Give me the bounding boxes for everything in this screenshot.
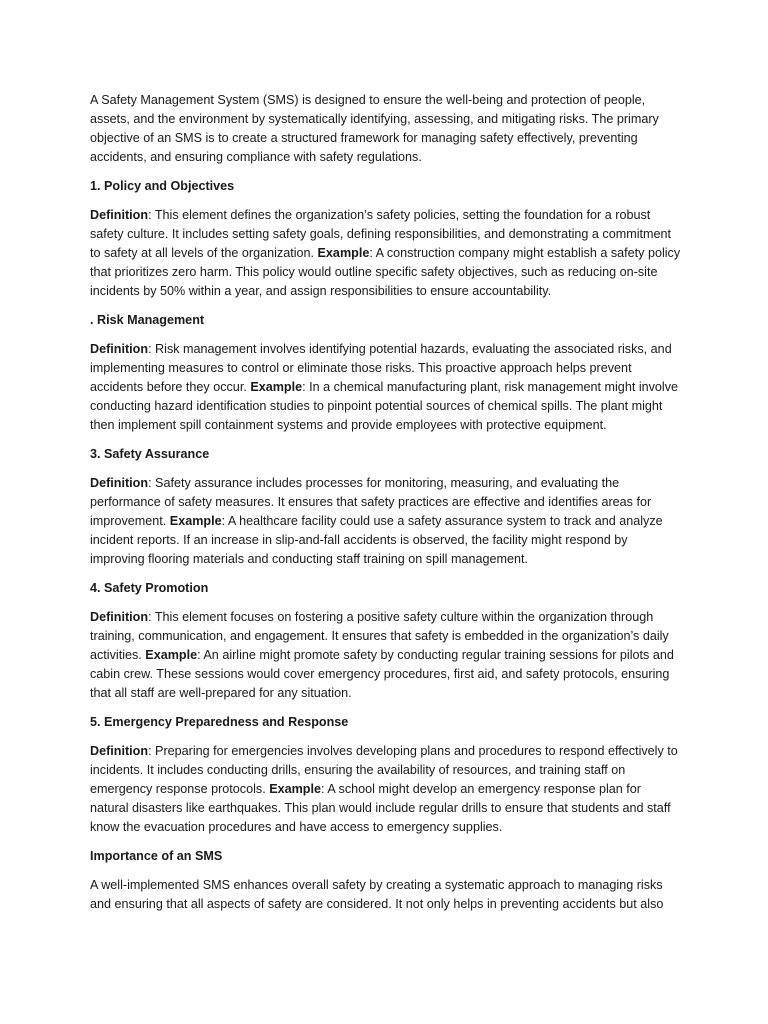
example-text: : A school might develop an emergency response plan for natural disasters like earthquakes. This plan would include regular drills to ensure that students and staff know the evacuation procedures and have access to emergency supplies. bbox=[90, 782, 671, 834]
definition-text: : Risk management involves identifying potential hazards, evaluating the associated risks, and implementing measures to control or eliminate those risks. This proactive approach helps prevent accidents before they occur. bbox=[90, 342, 672, 394]
example-text: : In a chemical manufacturing plant, risk management might involve conducting hazard identification studies to pinpoint potential sources of chemical spills. The plant might then implement spill containment systems and provide employees with protective equipment. bbox=[90, 380, 679, 432]
definition-label: Definition bbox=[90, 476, 149, 490]
section-heading-assurance: 3. Safety Assurance bbox=[90, 447, 210, 461]
definition-text: : This element defines the organization’s safety policies, setting the foundation for a robust safety culture. It includes setting safety goals, defining responsibilities, and demonstrating a commitment to safety at all levels of the organization. bbox=[90, 208, 672, 260]
definition-label: Definition bbox=[90, 342, 149, 356]
section-heading-risk: . Risk Management bbox=[90, 313, 205, 327]
example-label: Example bbox=[317, 246, 370, 260]
definition-label: Definition bbox=[90, 744, 149, 758]
section-body-policy bbox=[90, 206, 682, 301]
example-label: Example bbox=[269, 782, 322, 796]
definition-label: Definition bbox=[90, 610, 149, 624]
intro-paragraph: A Safety Management System (SMS) is designed to ensure the well-being and protection of people, assets, and the environment by systematically identifying, assessing, and mitigating risks. The primary objective of an SMS is to create a structured framework for managing safety effectively, preventing accidents, and ensuring compliance with safety regulations. bbox=[90, 93, 659, 164]
definition-text: : This element focuses on fostering a positive safety culture within the organization through training, communication, and engagement. It ensures that safety is embedded in the organization’s daily activities. bbox=[90, 610, 669, 662]
definition-text: : Preparing for emergencies involves developing plans and procedures to respond effectively to incidents. It includes conducting drills, ensuring the availability of resources, and training staff on emergency response protocols. bbox=[90, 744, 678, 796]
section-body-assurance bbox=[90, 474, 682, 569]
closing-heading: Importance of an SMS bbox=[90, 849, 223, 863]
section-body-risk bbox=[90, 340, 682, 435]
section-heading-policy: 1. Policy and Objectives bbox=[90, 179, 235, 193]
section-body-emergency bbox=[90, 742, 682, 837]
definition-text: : Safety assurance includes processes for monitoring, measuring, and evaluating the performance of safety measures. It ensures that safety practices are effective and identifies areas for improvement. bbox=[90, 476, 652, 528]
section-heading-emergency: 5. Emergency Preparedness and Response bbox=[90, 715, 349, 729]
closing-paragraph: A well-implemented SMS enhances overall safety by creating a systematic approach to managing risks and ensuring that all aspects of safety are considered. It not only helps in preventing accidents but also bbox=[90, 878, 664, 911]
section-heading-promotion: 4. Safety Promotion bbox=[90, 581, 209, 595]
example-text: : A healthcare facility could use a safety assurance system to track and analyze incident reports. If an increase in slip-and-fall accidents is observed, the facility might respond by improving flooring materials and conducting staff training on spill management. bbox=[90, 514, 663, 566]
example-text: : A construction company might establish a safety policy that prioritizes zero harm. This policy would outline specific safety objectives, such as reducing on-site incidents by 50% within a year, and assign responsibilities to ensure accountability. bbox=[90, 246, 681, 298]
section-body-promotion bbox=[90, 608, 682, 703]
example-label: Example bbox=[250, 380, 303, 394]
document-page bbox=[90, 91, 682, 924]
example-label: Example bbox=[169, 514, 222, 528]
definition-label: Definition bbox=[90, 208, 149, 222]
example-text: : An airline might promote safety by conducting regular training sessions for pilots and cabin crew. These sessions would cover emergency procedures, first aid, and safety protocols, ensuring that all staff are well-prepared for any situation. bbox=[90, 648, 674, 700]
example-label: Example bbox=[145, 648, 198, 662]
